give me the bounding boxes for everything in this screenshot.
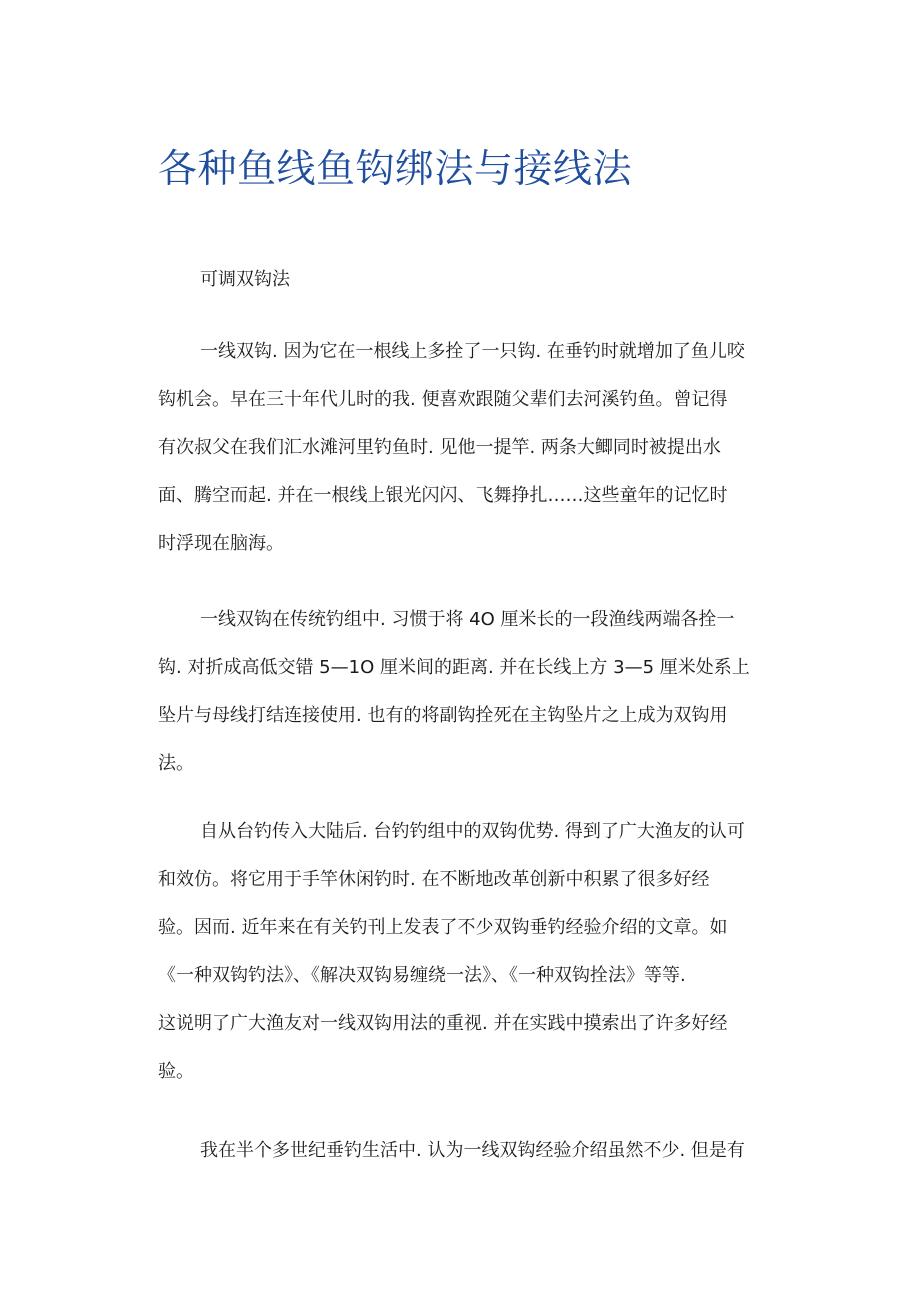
- paragraph-line: 一线双钩在传统钓组中. 习惯于将 4O 厘米长的一段渔线两端各拴一: [200, 609, 735, 630]
- paragraph-line: 我在半个多世纪垂钓生活中. 认为一线双钩经验介绍虽然不少. 但是有: [200, 1140, 745, 1161]
- paragraph-4: [158, 1127, 745, 1175]
- paragraph-line: 验。: [158, 1061, 194, 1082]
- paragraph-line: 这说明了广大渔友对一线双钩用法的重视. 并在实践中摸索出了许多好经: [158, 1013, 728, 1034]
- paragraph-line: 一线双钩. 因为它在一根线上多拴了一只钩. 在垂钓时就增加了鱼儿咬: [200, 341, 745, 362]
- paragraph-3: [158, 808, 745, 1096]
- paragraph-line: 法。: [158, 753, 194, 774]
- paragraph-line: 自从台钓传入大陆后. 台钓钓组中的双钩优势. 得到了广大渔友的认可: [200, 821, 745, 842]
- paragraph-line: 钩. 对折成高低交错 5—1O 厘米间的距离. 并在长线上方 3—5 厘米处系上: [158, 657, 750, 678]
- paragraph-line: 《一种双钩钓法》、《解决双钩易缠绕一法》、《一种双钩拴法》等等.: [158, 965, 686, 986]
- paragraph-line: 验。因而. 近年来在有关钓刊上发表了不少双钩垂钓经验介绍的文章。如: [158, 917, 728, 938]
- paragraph-line: 钩机会。早在三十年代儿时的我. 便喜欢跟随父辈们去河溪钓鱼。曾记得: [158, 389, 728, 410]
- paragraph-1: [158, 328, 745, 568]
- paragraph-2: [158, 596, 750, 788]
- section-heading: 可调双钩法: [200, 269, 290, 290]
- paragraph-line: 有次叔父在我们汇水滩河里钓鱼时. 见他一提竿. 两条大鲫同时被提出水: [158, 437, 721, 458]
- paragraph-line: 和效仿。将它用于手竿休闲钓时. 在不断地改革创新中积累了很多好经: [158, 869, 710, 890]
- paragraph-line: 时浮现在脑海。: [158, 533, 284, 554]
- document-title: 各种鱼线鱼钩绑法与接线法: [158, 147, 633, 192]
- paragraph-line: 面、腾空而起. 并在一根线上银光闪闪、飞舞挣扎……这些童年的记忆时: [158, 485, 728, 506]
- paragraph-line: 坠片与母线打结连接使用. 也有的将副钩拴死在主钩坠片之上成为双钩用: [158, 705, 728, 726]
